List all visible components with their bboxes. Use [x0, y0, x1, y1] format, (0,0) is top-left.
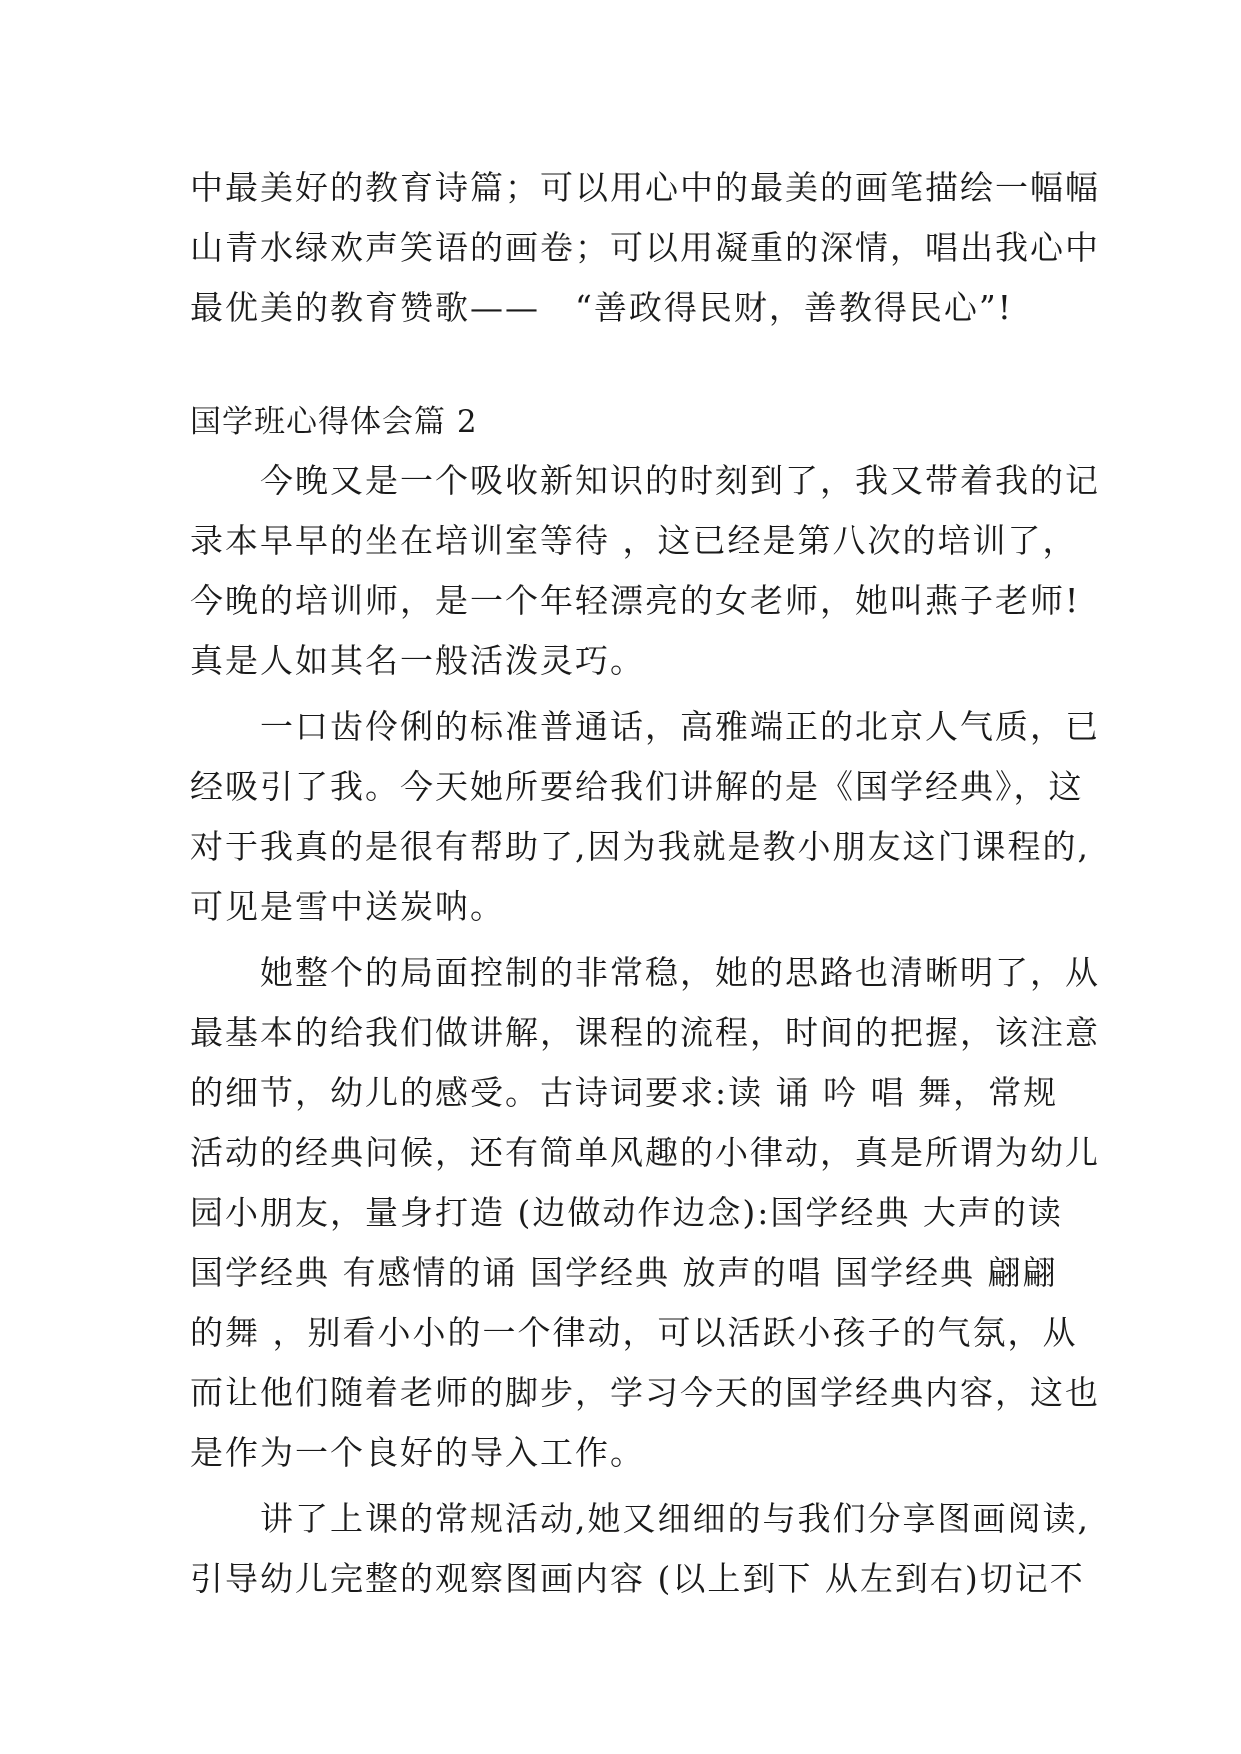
text-line: 可见是雪中送炭呐。 — [190, 887, 505, 926]
text-line: 最优美的教育赞歌—— “善政得民财，善教得民心”! — [190, 288, 1014, 327]
text-line: 中最美好的教育诗篇；可以用心中的最美的画笔描绘一幅幅 — [190, 168, 1100, 207]
text-line: 对于我真的是很有帮助了,因为我就是教小朋友这门课程的, — [190, 827, 1090, 866]
section-heading: 国学班心得体会篇 2 — [190, 404, 478, 440]
text-line: 录本早早的坐在培训室等待 ，这已经是第八次的培训了， — [190, 521, 1078, 560]
text-line: 的细节，幼儿的感受。古诗词要求:读 诵 吟 唱 舞，常规 — [190, 1073, 1059, 1112]
text-line: 真是人如其名一般活泼灵巧。 — [190, 641, 645, 680]
text-line: 今晚的培训师，是一个年轻漂亮的女老师，她叫燕子老师! — [190, 581, 1081, 620]
text-line: 是作为一个良好的导入工作。 — [190, 1433, 645, 1472]
text-line: 经吸引了我。今天她所要给我们讲解的是《国学经典》，这 — [190, 767, 1084, 806]
text-line: 山青水绿欢声笑语的画卷；可以用凝重的深情，唱出我心中 — [190, 228, 1100, 267]
text-line: 一口齿伶俐的标准普通话，高雅端正的北京人气质，已 — [190, 707, 1100, 746]
text-line: 而让他们随着老师的脚步，学习今天的国学经典内容，这也 — [190, 1373, 1100, 1412]
text-line: 最基本的给我们做讲解，课程的流程，时间的把握，该注意 — [190, 1013, 1100, 1052]
text-line: 国学经典 有感情的诵 国学经典 放声的唱 国学经典 翩翩 — [190, 1253, 1058, 1292]
text-line: 园小朋友，量身打造 (边做动作边念):国学经典 大声的读 — [190, 1193, 1063, 1232]
text-line: 的舞 ，别看小小的一个律动，可以活跃小孩子的气氛，从 — [190, 1313, 1078, 1352]
text-line: 引导幼儿完整的观察图画内容 (以上到下 从左到右)切记不 — [190, 1559, 1085, 1598]
text-line: 讲了上课的常规活动,她又细细的与我们分享图画阅读, — [190, 1499, 1090, 1538]
text-line: 今晚又是一个吸收新知识的时刻到了，我又带着我的记 — [190, 461, 1100, 500]
text-line: 她整个的局面控制的非常稳，她的思路也清晰明了，从 — [190, 953, 1100, 992]
text-line: 活动的经典问候，还有简单风趣的小律动，真是所谓为幼儿 — [190, 1133, 1100, 1172]
